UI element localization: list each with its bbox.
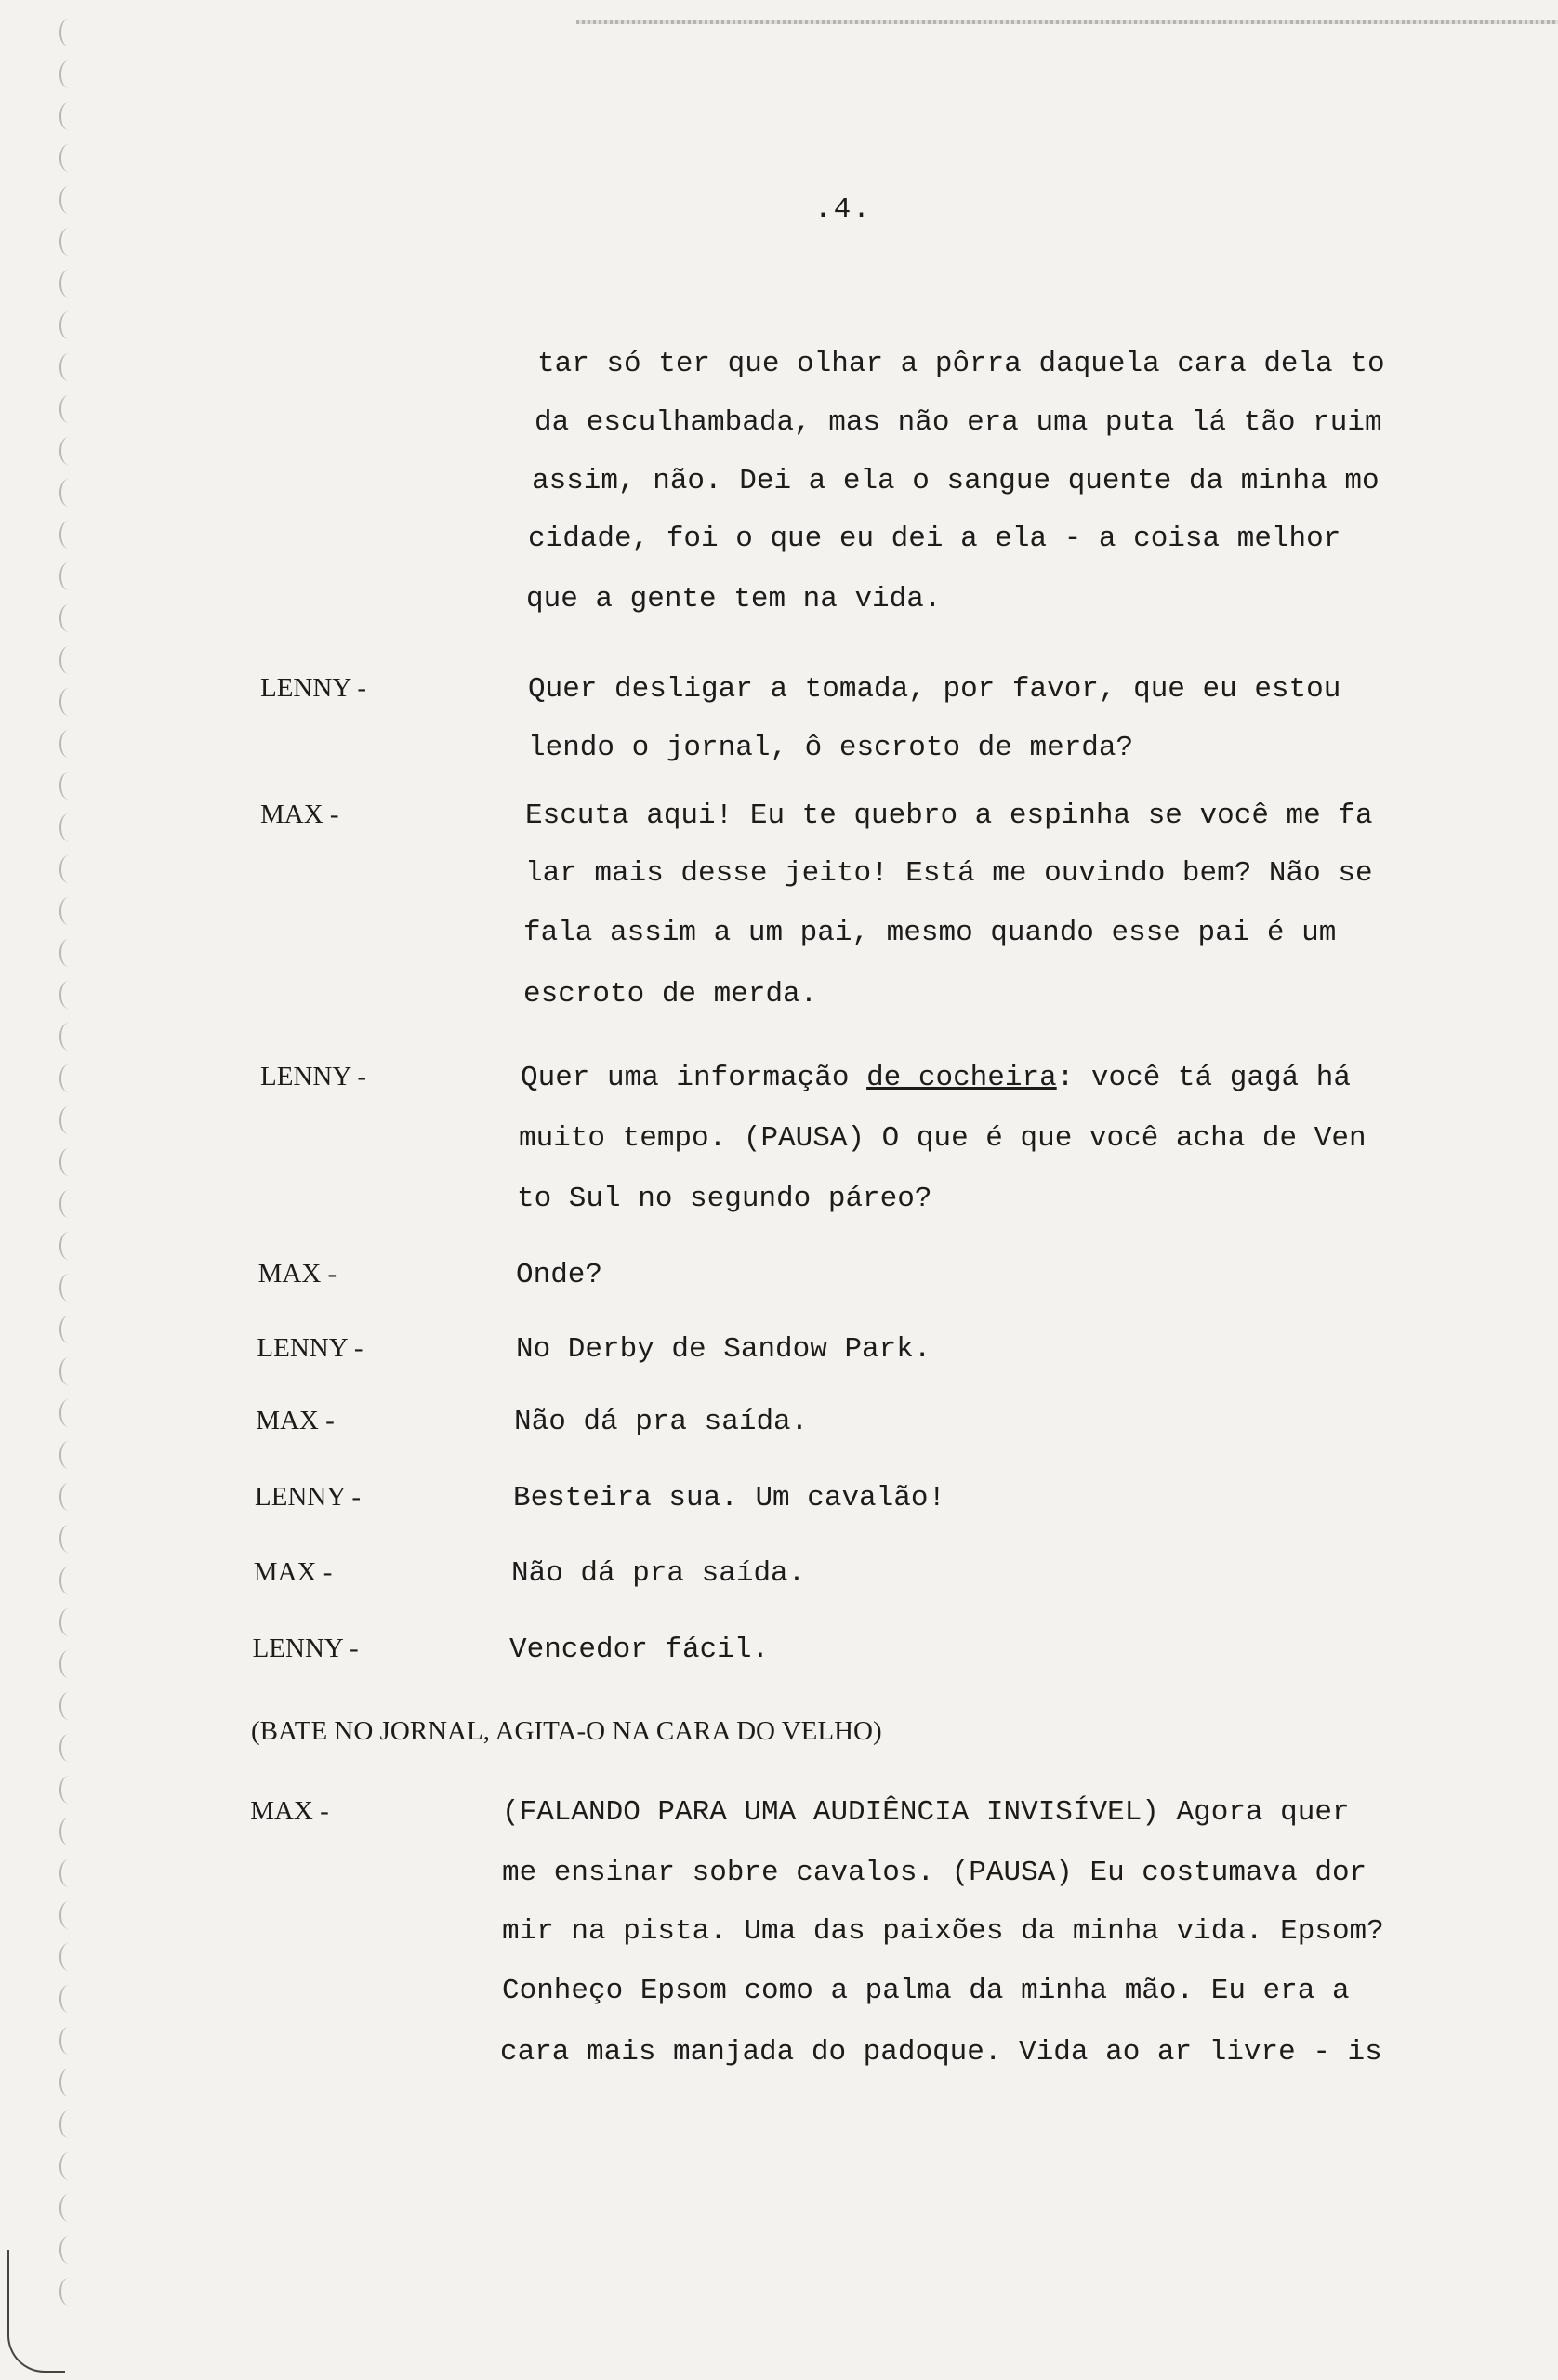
binding-ring: [59, 1567, 78, 1594]
dialogue-line: lar mais desse jeito! Está me ouvindo bem? Não se: [525, 857, 1373, 890]
binding-ring: [59, 2069, 78, 2096]
binding-ring: [59, 855, 78, 883]
binding-ring: [59, 1064, 78, 1092]
dialogue-line: mir na pista. Uma das paixões da minha vida. Epsom?: [502, 1915, 1384, 1948]
dialogue-line: Onde?: [516, 1259, 603, 1291]
dialogue-line: cidade, foi o que eu dei a ela - a coisa melhor: [528, 522, 1341, 555]
dialogue-line: to Sul no segundo páreo?: [517, 1183, 932, 1215]
binding-ring: [59, 270, 78, 298]
dialogue-line: Besteira sua. Um cavalão!: [513, 1482, 946, 1514]
binding-ring: [59, 228, 78, 256]
binding-ring: [59, 19, 78, 46]
dialogue-line: Conheço Epsom como a palma da minha mão. Eu era a: [502, 1975, 1350, 2007]
binding-ring: [59, 813, 78, 841]
dialogue-text: : você tá gagá há: [1056, 1062, 1351, 1094]
binding-ring: [59, 479, 78, 507]
binding-ring: [59, 772, 78, 800]
binding-ring: [59, 1734, 78, 1762]
speaker-label: MAX -: [257, 1259, 337, 1289]
binding-ring: [59, 1274, 78, 1302]
dialogue-line: me ensinar sobre cavalos. (PAUSA) Eu costumava dor: [502, 1857, 1367, 1889]
speaker-label: MAX -: [256, 1406, 335, 1435]
binding-ring: [59, 1106, 78, 1134]
dialogue-line: muito tempo. (PAUSA) O que é que você acha de Ven: [519, 1122, 1367, 1155]
dialogue-line: Quer desligar a tomada, por favor, que eu estou: [528, 673, 1341, 706]
binding-ring: [59, 1776, 78, 1804]
dialogue-line: da esculhambada, mas não era uma puta lá tão ruim: [535, 406, 1382, 439]
binding-ring: [59, 395, 78, 423]
binding-ring: [59, 1525, 78, 1553]
speaker-label: LENNY -: [252, 1633, 359, 1663]
page-number: .4.: [814, 193, 872, 226]
binding-ring: [59, 144, 78, 172]
dialogue-line: Vencedor fácil.: [509, 1633, 770, 1666]
binding-ring: [59, 311, 78, 339]
speaker-label: MAX -: [260, 800, 339, 829]
dialogue-line: tar só ter que olhar a pôrra daquela cara dela to: [537, 348, 1385, 380]
binding-ring: [59, 897, 78, 925]
binding-ring: [59, 60, 78, 88]
dialogue-line: Não dá pra saída.: [514, 1406, 809, 1438]
speaker-label: LENNY -: [257, 1333, 363, 1363]
binding-ring: [59, 521, 78, 549]
dialogue-line: No Derby de Sandow Park.: [516, 1333, 931, 1366]
binding-ring: [59, 1650, 78, 1678]
binding-ring: [59, 2194, 78, 2222]
binding-ring: [59, 2027, 78, 2055]
underlined-phrase: de cocheira: [866, 1062, 1057, 1094]
dialogue-line: escroto de merda.: [523, 978, 818, 1011]
binding-ring: [59, 1148, 78, 1176]
binding-ring: [59, 1232, 78, 1260]
binding-ring: [59, 688, 78, 716]
speaker-label: LENNY -: [260, 673, 367, 703]
dialogue-line: lendo o jornal, ô escroto de merda?: [528, 732, 1134, 764]
binding-ring: [59, 1692, 78, 1720]
binding-ring: [59, 2152, 78, 2180]
speaker-label: LENNY -: [255, 1482, 362, 1512]
binding-ring: [59, 646, 78, 674]
binding-ring: [59, 1818, 78, 1845]
stage-direction: (BATE NO JORNAL, AGITA-O NA CARA DO VELHO): [251, 1716, 882, 1746]
binding-ring: [59, 562, 78, 590]
binding-ring: [59, 1441, 78, 1469]
speaker-label: MAX -: [253, 1557, 333, 1587]
binding-holes: [28, 19, 93, 2343]
binding-ring: [59, 1985, 78, 2013]
dialogue-line: (FALANDO PARA UMA AUDIÊNCIA INVISÍVEL) Agora quer: [502, 1796, 1350, 1829]
binding-ring: [59, 1190, 78, 1218]
dialogue-line: Escuta aqui! Eu te quebro a espinha se você me fa: [525, 800, 1373, 832]
binding-ring: [59, 1859, 78, 1887]
binding-ring: [59, 939, 78, 967]
binding-ring: [59, 437, 78, 465]
binding-ring: [59, 1901, 78, 1929]
binding-ring: [59, 604, 78, 632]
binding-ring: [59, 730, 78, 758]
binding-ring: [59, 186, 78, 214]
binding-ring: [59, 1023, 78, 1051]
dialogue-line: Não dá pra saída.: [511, 1557, 806, 1590]
speaker-label: MAX -: [250, 1796, 329, 1826]
binding-ring: [59, 1483, 78, 1511]
binding-ring: [59, 1357, 78, 1385]
dialogue-line: que a gente tem na vida.: [526, 583, 942, 615]
scan-top-edge: [576, 20, 1558, 24]
binding-ring: [59, 981, 78, 1009]
binding-ring: [59, 102, 78, 130]
binding-ring: [59, 1943, 78, 1971]
binding-ring: [59, 353, 78, 381]
binding-ring: [59, 1316, 78, 1343]
binding-ring: [59, 1608, 78, 1636]
dialogue-line: assim, não. Dei a ela o sangue quente da minha mo: [532, 465, 1380, 497]
margin-pencil-mark: [7, 2250, 65, 2373]
dialogue-line: cara mais manjada do padoque. Vida ao ar livre - is: [500, 2036, 1382, 2069]
dialogue-line: fala assim a um pai, mesmo quando esse pai é um: [523, 917, 1337, 949]
dialogue-line: [521, 1060, 1351, 1097]
binding-ring: [59, 2110, 78, 2138]
dialogue-text: Quer uma informação: [521, 1062, 867, 1094]
speaker-label: LENNY -: [260, 1062, 367, 1091]
binding-ring: [59, 1399, 78, 1427]
